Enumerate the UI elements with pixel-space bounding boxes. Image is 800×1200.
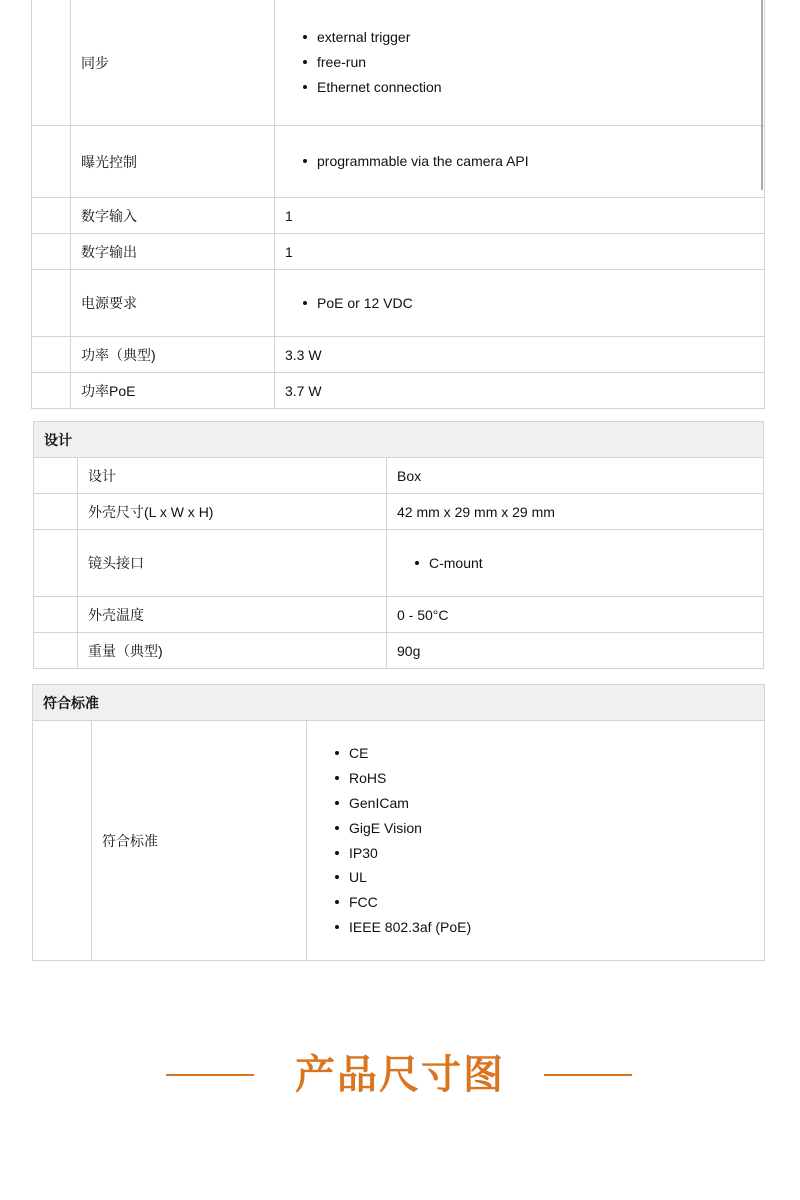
table-row [32, 198, 765, 234]
spec-value: 1 [275, 234, 765, 270]
section-header: 设计 [34, 422, 764, 458]
spec-label: 数字输出 [71, 234, 275, 270]
list-item: IP30 [335, 841, 764, 866]
spec-list [319, 741, 764, 939]
table-edge-shadow [761, 0, 763, 190]
spec-label: 符合标准 [92, 721, 307, 961]
list-item: PoE or 12 VDC [303, 291, 764, 316]
spec-value [275, 270, 765, 337]
row-indent [34, 597, 78, 633]
list-item: FCC [335, 890, 764, 915]
table-row [32, 337, 765, 373]
row-indent [32, 0, 71, 126]
section-header-row [33, 685, 765, 721]
list-item: external trigger [303, 25, 764, 50]
spec-value: 0 - 50°C [387, 597, 764, 633]
list-item: C-mount [415, 551, 763, 576]
specs-table-standards [32, 684, 765, 961]
table-row [32, 0, 765, 126]
dimension-drawing-heading [0, 1047, 800, 1103]
spec-value: 3.7 W [275, 373, 765, 409]
spec-label: 功率（典型) [71, 337, 275, 373]
list-item: Ethernet connection [303, 75, 764, 100]
row-indent [32, 234, 71, 270]
spec-label: 设计 [78, 458, 387, 494]
heading-text: 产品尺寸图 [295, 1053, 505, 1097]
list-item: programmable via the camera API [303, 149, 764, 174]
table-row [32, 373, 765, 409]
spec-value [307, 721, 765, 961]
row-indent [32, 337, 71, 373]
spec-value: 1 [275, 198, 765, 234]
spec-label: 重量（典型) [78, 633, 387, 669]
heading-rule-right [544, 1074, 632, 1076]
spec-value [275, 126, 765, 198]
spec-label: 外壳温度 [78, 597, 387, 633]
table-row [34, 633, 764, 669]
row-indent [33, 721, 92, 961]
specs-table-power [31, 0, 765, 409]
list-item: GenICam [335, 791, 764, 816]
list-item: free-run [303, 50, 764, 75]
list-item: IEEE 802.3af (PoE) [335, 915, 764, 940]
spec-value: 90g [387, 633, 764, 669]
list-item: RoHS [335, 766, 764, 791]
spec-list [287, 149, 764, 174]
specs-table-design [33, 421, 764, 669]
table-row [32, 126, 765, 198]
section-header-row [34, 422, 764, 458]
row-indent [34, 458, 78, 494]
spec-list [287, 25, 764, 99]
row-indent [34, 494, 78, 530]
spec-value: 3.3 W [275, 337, 765, 373]
spec-value: Box [387, 458, 764, 494]
row-indent [34, 633, 78, 669]
row-indent [32, 126, 71, 198]
table-row [34, 597, 764, 633]
spec-label: 数字输入 [71, 198, 275, 234]
list-item: UL [335, 865, 764, 890]
spec-value [275, 0, 765, 126]
spec-label: 镜头接口 [78, 530, 387, 597]
spec-label: 曝光控制 [71, 126, 275, 198]
table-row [32, 270, 765, 337]
spec-list [399, 551, 763, 576]
spec-label: 同步 [71, 0, 275, 126]
row-indent [34, 530, 78, 597]
table-row [32, 234, 765, 270]
row-indent [32, 373, 71, 409]
table-row [33, 721, 765, 961]
list-item: CE [335, 741, 764, 766]
spec-label: 电源要求 [71, 270, 275, 337]
table-row [34, 530, 764, 597]
list-item: GigE Vision [335, 816, 764, 841]
table-row [34, 494, 764, 530]
spec-label: 功率PoE [71, 373, 275, 409]
row-indent [32, 198, 71, 234]
spec-value [387, 530, 764, 597]
section-header: 符合标准 [33, 685, 765, 721]
row-indent [32, 270, 71, 337]
spec-list [287, 291, 764, 316]
spec-label: 外壳尺寸(L x W x H) [78, 494, 387, 530]
spec-value: 42 mm x 29 mm x 29 mm [387, 494, 764, 530]
table-row [34, 458, 764, 494]
